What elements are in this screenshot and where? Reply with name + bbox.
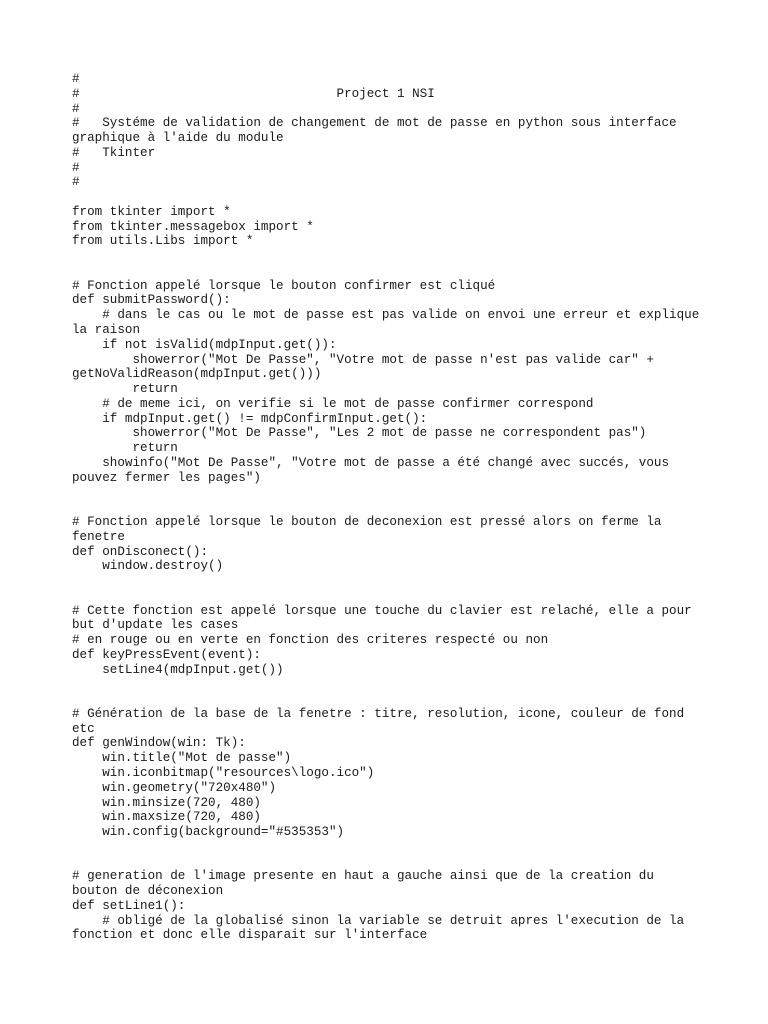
code-line: setLine4(mdpInput.get()): [72, 662, 284, 677]
code-line: # en rouge ou en verte en fonction des criteres respecté ou non: [72, 633, 549, 648]
code-line: win.geometry("720x480"): [72, 780, 277, 795]
code-line: [72, 485, 712, 500]
code-line: but d'update les cases: [72, 618, 239, 633]
code-line: def genWindow(win: Tk):: [72, 736, 246, 751]
code-line: [72, 249, 712, 264]
code-line: la raison: [72, 323, 141, 338]
code-line: [72, 692, 712, 707]
code-line: [72, 190, 712, 205]
code-line: [72, 855, 712, 870]
code-line: # dans le cas ou le mot de passe est pas valide on envoi une erreur et explique: [72, 308, 700, 323]
code-line: getNoValidReason(mdpInput.get())): [72, 367, 322, 382]
code-line: showerror("Mot De Passe", "Les 2 mot de passe ne correspondent pas"): [72, 426, 647, 441]
code-line: if mdpInput.get() != mdpConfirmInput.get():: [72, 411, 428, 426]
code-line: window.destroy(): [72, 559, 224, 574]
code-line: fenetre: [72, 529, 125, 544]
code-line: win.maxsize(720, 480): [72, 810, 261, 825]
code-line: # obligé de la globalisé sinon la variable se detruit apres l'execution de la: [72, 913, 685, 928]
code-line: #: [72, 72, 80, 86]
code-line: showinfo("Mot De Passe", "Votre mot de passe a été changé avec succés, vous: [72, 455, 670, 470]
code-line: [72, 500, 712, 515]
code-line: # Cette fonction est appelé lorsque une touche du clavier est relaché, elle a pour: [72, 603, 692, 618]
code-line: [72, 840, 712, 855]
code-line: [72, 574, 712, 589]
code-line: return: [72, 382, 178, 397]
code-line: win.minsize(720, 480): [72, 795, 261, 810]
code-line: # Génération de la base de la fenetre : titre, resolution, icone, couleur de fond: [72, 706, 685, 721]
code-line: [72, 589, 712, 604]
code-line: #: [72, 175, 80, 190]
code-line: pouvez fermer les pages"): [72, 470, 261, 485]
code-line: from tkinter.messagebox import *: [72, 219, 314, 234]
code-line: #: [72, 160, 80, 175]
code-line: bouton de déconexion: [72, 884, 224, 899]
code-line: # Fonction appelé lorsque le bouton de deconexion est pressé alors on ferme la: [72, 514, 662, 529]
code-line: if not isValid(mdpInput.get()):: [72, 337, 337, 352]
code-line: # generation de l'image presente en haut a gauche ainsi que de la creation du: [72, 869, 654, 884]
code-line: def submitPassword():: [72, 293, 231, 308]
code-line: return: [72, 441, 178, 456]
code-line: def onDisconect():: [72, 544, 209, 559]
code-line: # Tkinter: [72, 145, 156, 160]
code-line: #: [72, 101, 80, 116]
code-line: win.config(background="#535353"): [72, 825, 345, 840]
code-line: graphique à l'aide du module: [72, 131, 284, 146]
code-line: # Systéme de validation de changement de mot de passe en python sous interface: [72, 116, 677, 131]
code-line: # de meme ici, on verifie si le mot de passe confirmer correspond: [72, 396, 594, 411]
code-line: win.iconbitmap("resources\logo.ico"): [72, 765, 375, 780]
code-line: win.title("Mot de passe"): [72, 751, 292, 766]
code-line: showerror("Mot De Passe", "Votre mot de passe n'est pas valide car" +: [72, 352, 654, 367]
code-line: def setLine1():: [72, 898, 186, 913]
code-line: def keyPressEvent(event):: [72, 647, 261, 662]
code-line: [72, 677, 712, 692]
code-listing: [72, 72, 712, 943]
code-line: fonction et donc elle disparait sur l'interface: [72, 928, 428, 943]
code-line: etc: [72, 721, 95, 736]
code-line: # Fonction appelé lorsque le bouton confirmer est cliqué: [72, 278, 496, 293]
code-line: # Project 1 NSI: [72, 86, 435, 101]
code-line: [72, 264, 712, 279]
code-line: from tkinter import *: [72, 204, 231, 219]
code-line: from utils.Libs import *: [72, 234, 254, 249]
